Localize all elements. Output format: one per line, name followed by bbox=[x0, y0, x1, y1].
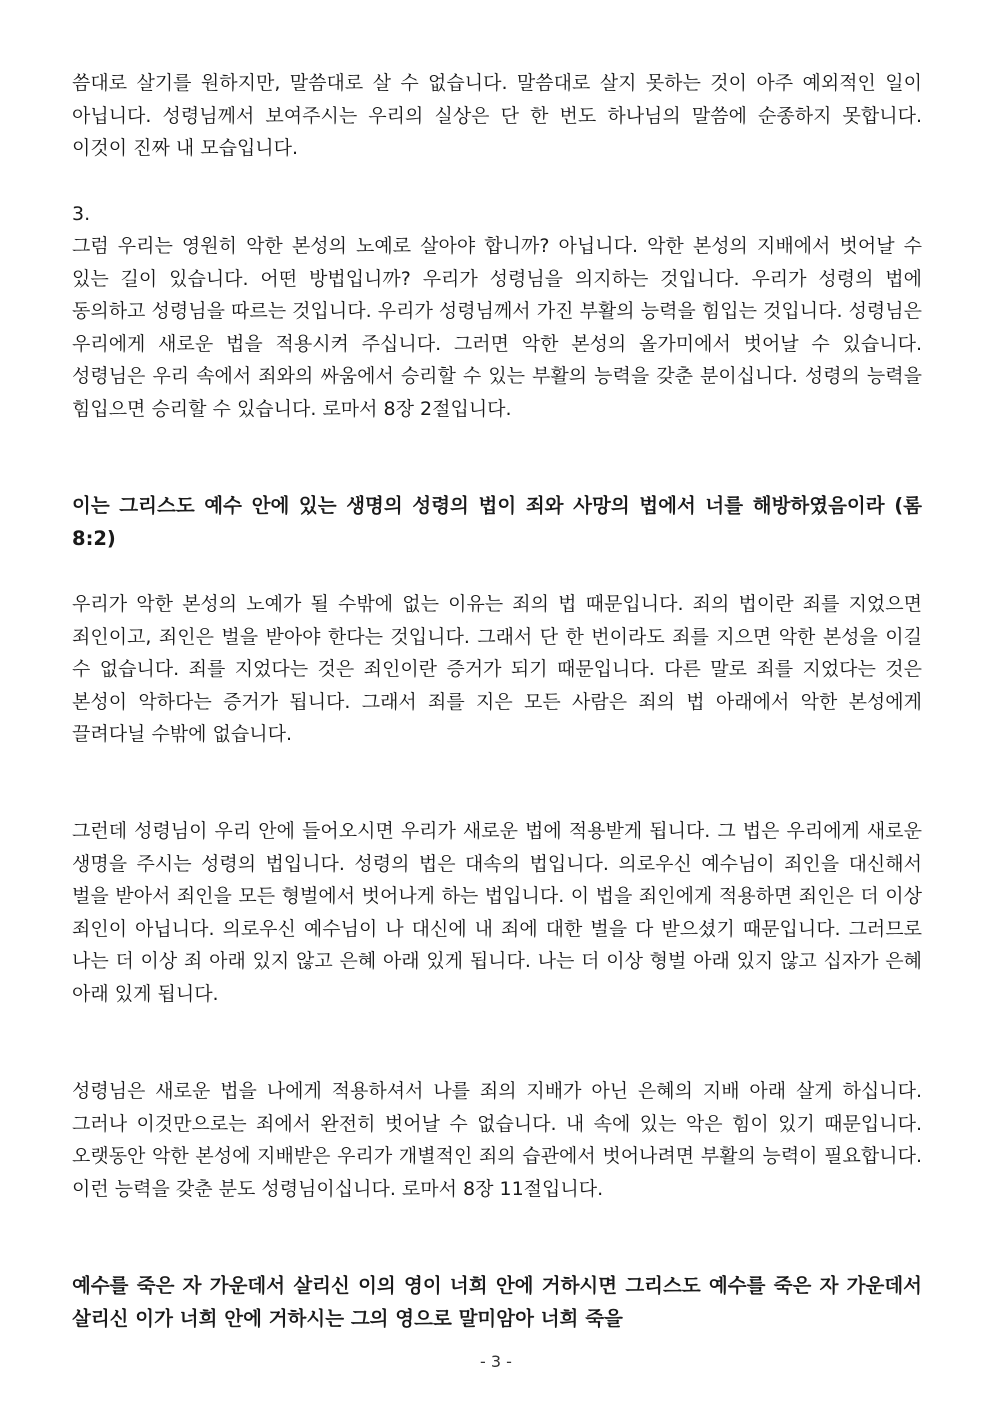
section-number: 3. bbox=[72, 203, 91, 225]
paragraph: 씀대로 살기를 원하지만, 말씀대로 살 수 없습니다. 말씀대로 살지 못하는 것이 아주 예외적인 일이 아닙니다. 성령님께서 보여주시는 우리의 실상은 단 한 번도 하나님의 말씀에 순종하지 못합니다. 이것이 진짜 내 모습입니다. bbox=[72, 72, 922, 160]
paragraph: 그런데 성령님이 우리 안에 들어오시면 우리가 새로운 법에 적용받게 됩니다. 그 법은 우리에게 새로운 생명을 주시는 성령의 법입니다. 성령의 법은 대속의 법입니다. 의로우신 예수님이 죄인을 대신해서 벌을 받아서 죄인을 모든 형벌에서 벗어나게 하는 법입니다. 이 법을 죄인에게 적용하면 죄인은 더 이상 죄인이 아닙니다. 의로우신 예수님이 나 대신에 내 죄에 대한 벌을 다 받으셨기 때문입니다. 그러므로 나는 더 이상 죄 아래 있지 않고 은혜 아래 있게 됩니다. 나는 더 이상 형벌 아래 있지 않고 십자가 은혜 아래 있게 됩니다. bbox=[72, 820, 922, 1005]
page-number: - 3 - bbox=[480, 1352, 512, 1371]
paragraph: 우리가 악한 본성의 노예가 될 수밖에 없는 이유는 죄의 법 때문입니다. 죄의 법이란 죄를 지었으면 죄인이고, 죄인은 벌을 받아야 한다는 것입니다. 그래서 단 한 번이라도 죄를 지으면 악한 본성을 이길 수 없습니다. 죄를 지었다는 것은 죄인이란 증거가 되기 때문입니다. 다른 말로 죄를 지었다는 것은 본성이 악하다는 증거가 됩니다. 그래서 죄를 지은 모든 사람은 죄의 법 아래에서 악한 본성에게 끌려다닐 수밖에 없습니다. bbox=[72, 593, 922, 746]
paragraph: 그럼 우리는 영원히 악한 본성의 노예로 살아야 합니까? 아닙니다. 악한 본성의 지배에서 벗어날 수 있는 길이 있습니다. 어떤 방법입니까? 우리가 성령님을 의지하는 것입니다. 우리가 성령의 법에 동의하고 성령님을 따르는 것입니다. 우리가 성령님께서 가진 부활의 능력을 힘입는 것입니다. 성령님은 우리에게 새로운 법을 적용시켜 주십니다. 그러면 악한 본성의 올가미에서 벗어날 수 있습니다. 성령님은 우리 속에서 죄와의 싸움에서 승리할 수 있는 부활의 능력을 갖춘 분이십니다. 성령의 능력을 힘입으면 승리할 수 있습니다. 로마서 8장 2절입니다. bbox=[72, 235, 922, 420]
scripture-verse: 예수를 죽은 자 가운데서 살리신 이의 영이 너희 안에 거하시면 그리스도 예수를 죽은 자 가운데서 살리신 이가 너희 안에 거하시는 그의 영으로 말미암아 너희 죽을 bbox=[72, 1274, 922, 1330]
paragraph: 성령님은 새로운 법을 나에게 적용하셔서 나를 죄의 지배가 아닌 은혜의 지배 아래 살게 하십니다. 그러나 이것만으로는 죄에서 완전히 벗어날 수 없습니다. 내 속에 있는 악은 힘이 있기 때문입니다. 오랫동안 악한 본성에 지배받은 우리가 개별적인 죄의 습관에서 벗어나려면 부활의 능력이 필요합니다. 이런 능력을 갖춘 분도 성령님이십니다. 로마서 8장 11절입니다. bbox=[72, 1080, 922, 1200]
scripture-verse: 이는 그리스도 예수 안에 있는 생명의 성령의 법이 죄와 사망의 법에서 너를 해방하였음이라 (롬 8:2) bbox=[72, 494, 922, 550]
